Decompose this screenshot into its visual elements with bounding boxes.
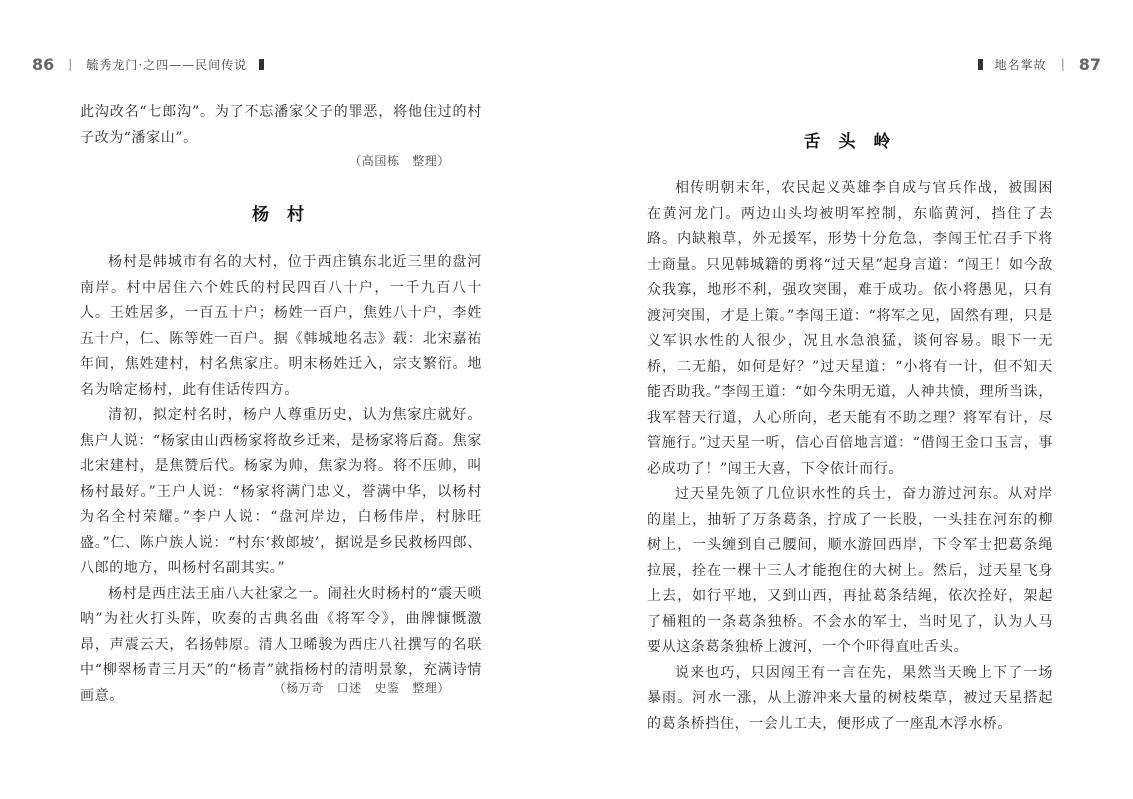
right-header-title: 地名掌故 bbox=[994, 57, 1047, 72]
right-running-header bbox=[978, 52, 1101, 76]
continued-paragraph: 此沟改名“七郎沟”。为了不忘潘家父子的罪恶，将他住过的村子改为“潘家山”。 bbox=[80, 104, 482, 146]
right-page bbox=[567, 0, 1133, 799]
left-page-number: 86 bbox=[32, 54, 55, 74]
paragraph: 过天星先领了几位识水性的兵士，奋力游过河东。从对岸的崖上，抽斩了万条葛条，拧成了一长股，一头挂在河东的柳树上，一头缠到自己腰间，顺水游回西岸，下令军士把葛条绳拉展，拴在一棵十三人才能抱住的大树上。然后，过天星飞身上去，如行平地，又到山西，再扯葛条结绳，依次拴好，架起了桶粗的一条葛条独桥。不会水的军士，当时见了，认为人马要从这条葛条独桥上渡河，一个个吓得直吐舌头。 bbox=[647, 486, 1053, 655]
header-divider: | bbox=[1060, 57, 1065, 71]
paragraph: 杨村是西庄法王庙八大社家之一。闹社火时杨村的“震天唢呐”为社火打头阵，吹奏的古典名曲《将军令》，曲牌慷慨激昂，声震云天，名扬韩原。清人卫晞骏为西庄八社撰写的名联中“柳翠杨青三月天”的“杨青”就指杨村的清明景象，充满诗情画意。 bbox=[80, 585, 482, 704]
paragraph: 说来也巧，只因闯王有一言在先，果然当天晚上下了一场暴雨。河水一涨，从上游冲来大量的树枝柴草，被过天星搭起的葛条桥挡住，一会儿工夫，便形成了一座乱木浮水桥。 bbox=[647, 664, 1053, 732]
left-section-body bbox=[80, 250, 482, 709]
paragraph: 清初，拟定村名时，杨户人尊重历史，认为焦家庄就好。焦户人说：“杨家由山西杨家将故乡迁来，是杨家将后裔。焦家北宋建村，是焦赞后代。杨家为帅，焦家为将。将不压帅，叫杨村最好。”王户人说：“杨家将满门忠义，誉满中华，以杨村为名全村荣耀。”李户人说：“盘河岸边，白杨伟岸，村脉旺盛。”仁、陈户族人说：“村东‘救郎坡’，据说是乡民救杨四郎、八郎的地方，叫杨村名副其实。” bbox=[80, 407, 482, 576]
right-page-number: 87 bbox=[1078, 54, 1101, 74]
section-title-shetouling: 舌 头 岭 bbox=[803, 132, 897, 152]
left-running-header bbox=[32, 52, 264, 76]
header-divider: | bbox=[68, 57, 73, 71]
header-marker bbox=[978, 59, 983, 70]
left-header-title: 毓秀龙门·之四——民间传说 bbox=[86, 57, 248, 72]
left-section-credit-block bbox=[80, 676, 482, 702]
continued-credit: （高国栋 整理） bbox=[349, 154, 450, 168]
paragraph: 杨村是韩城市有名的大村，位于西庄镇东北近三里的盘河南岸。村中居住六个姓氏的村民四百八十户，一千九百八十人。王姓居多，一百五十户；杨姓一百户，焦姓八十户，李姓五十户，仁、陈等姓一百户。据《韩城地名志》载：北宋嘉祐年间，焦姓建村，村名焦家庄。明末杨姓迁入，宗支繁衍。地名为啥定杨村，此有佳话传四方。 bbox=[80, 254, 482, 398]
section-credit: （杨万奇 口述 史鉴 整理） bbox=[273, 681, 450, 695]
right-section-title-block bbox=[647, 130, 1053, 157]
left-continued-credit-block bbox=[80, 149, 482, 175]
left-page bbox=[0, 0, 566, 799]
paragraph: 相传明朝末年，农民起义英雄李自成与官兵作战，被围困在黄河龙门。两边山头均被明军控制，东临黄河，挡住了去路。内缺粮草，外无援军，形势十分危急，李闯王忙召手下将士商量。只见韩城籍的勇将“过天星”起身言道：“闯王！如今敌众我寡，地形不利，强攻突围，难于成功。依小将愚见，只有渡河突围，才是上策。”李闯王道：“将军之见，固然有理，只是义军识水性的人很少，况且水急浪猛，谈何容易。眼下一无桥，二无船，如何是好？”过天星道：“小将有一计，但不知天能否助我。”李闯王道：“如今朱明无道，人神共愤，理所当诛，我军替天行道，人心所向，老天能有不助之理？将军有计，尽管施行。”过天星一听，信心百倍地言道：“借闯王金口玉言，事必成功了！”闯王大喜，下令依计而行。 bbox=[647, 180, 1053, 477]
right-section-body bbox=[647, 176, 1053, 737]
left-continued-text bbox=[80, 100, 482, 151]
header-marker bbox=[259, 59, 264, 70]
section-title-yangcun: 杨 村 bbox=[252, 205, 310, 225]
left-section-title-block bbox=[80, 203, 482, 230]
